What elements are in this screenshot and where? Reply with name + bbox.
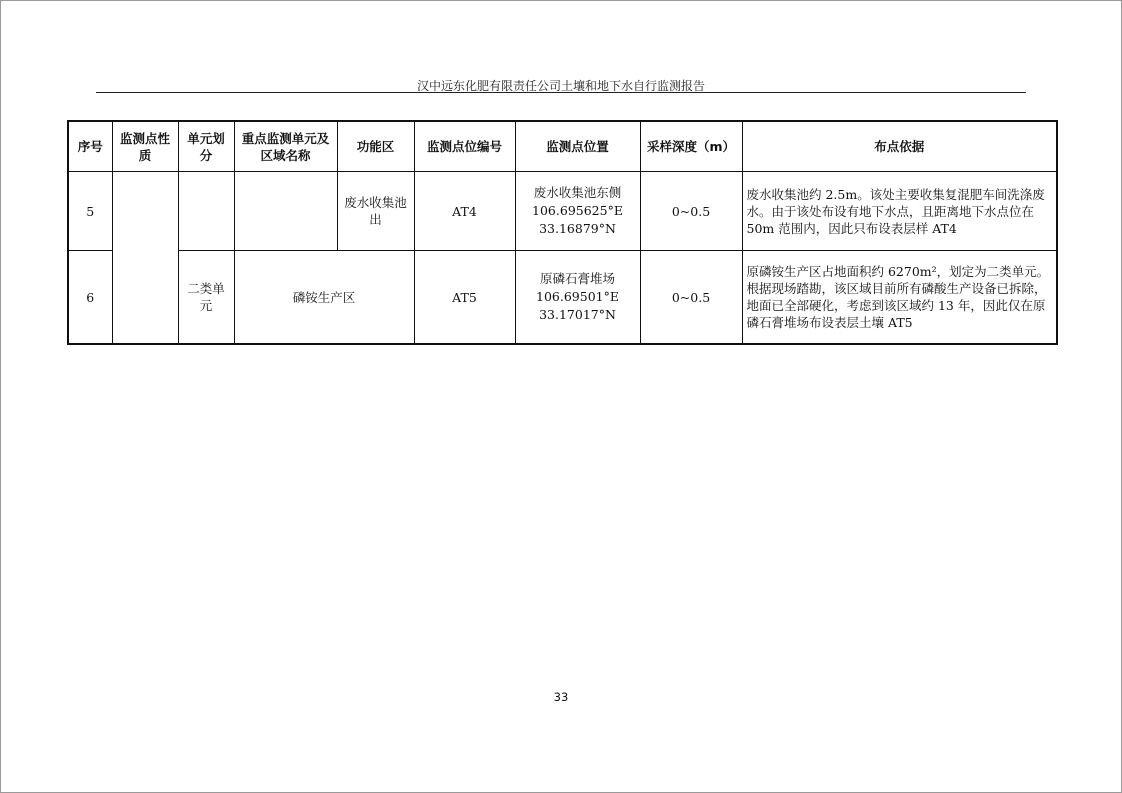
monitoring-point-table <box>67 120 1058 345</box>
table-row <box>68 172 1057 251</box>
cell-unit <box>178 172 234 251</box>
cell-area-function: 磷铵生产区 <box>234 251 414 345</box>
location-latitude: 33.16879°N <box>539 221 616 236</box>
table-row <box>68 251 1057 345</box>
cell-basis: 原磷铵生产区占地面积约 6270m²，划定为二类单元。根据现场踏勘，该区域目前所有磷酸生产设备已拆除，地面已全部硬化，考虑到该区域约 13 年，因此仅在原磷石膏堆场布设表层土壤 AT5 <box>742 251 1057 345</box>
header-code: 监测点位编号 <box>414 121 515 172</box>
table-header-row <box>68 121 1057 172</box>
report-header-title: 汉中远东化肥有限责任公司土壤和地下水自行监测报告 <box>416 79 705 93</box>
header-function: 功能区 <box>337 121 414 172</box>
cell-code: AT5 <box>414 251 515 345</box>
header-depth: 采样深度（m） <box>640 121 742 172</box>
cell-function: 废水收集池出 <box>337 172 414 251</box>
location-longitude: 106.69501°E <box>536 289 619 304</box>
cell-depth: 0~0.5 <box>640 251 742 345</box>
cell-area <box>234 172 337 251</box>
cell-location <box>515 251 640 345</box>
location-name: 原磷石膏堆场 <box>539 271 615 286</box>
location-latitude: 33.17017°N <box>539 307 616 322</box>
header-location: 监测点位置 <box>515 121 640 172</box>
cell-location <box>515 172 640 251</box>
cell-seq: 5 <box>68 172 112 251</box>
header-area: 重点监测单元及区域名称 <box>234 121 337 172</box>
header-divider <box>96 92 1026 93</box>
location-longitude: 106.695625°E <box>532 203 623 218</box>
page-number: 33 <box>553 690 569 704</box>
location-name: 废水收集池东侧 <box>533 185 622 200</box>
cell-code: AT4 <box>414 172 515 251</box>
cell-seq: 6 <box>68 251 112 345</box>
header-nature: 监测点性质 <box>112 121 178 172</box>
cell-unit: 二类单元 <box>178 251 234 345</box>
header-basis: 布点依据 <box>742 121 1057 172</box>
header-seq: 序号 <box>68 121 112 172</box>
header-unit: 单元划分 <box>178 121 234 172</box>
cell-nature <box>112 172 178 345</box>
cell-basis: 废水收集池约 2.5m。该处主要收集复混肥车间洗涤废水。由于该处布设有地下水点，且距离地下水点位在 50m 范围内，因此只布设表层样 AT4 <box>742 172 1057 251</box>
cell-depth: 0~0.5 <box>640 172 742 251</box>
